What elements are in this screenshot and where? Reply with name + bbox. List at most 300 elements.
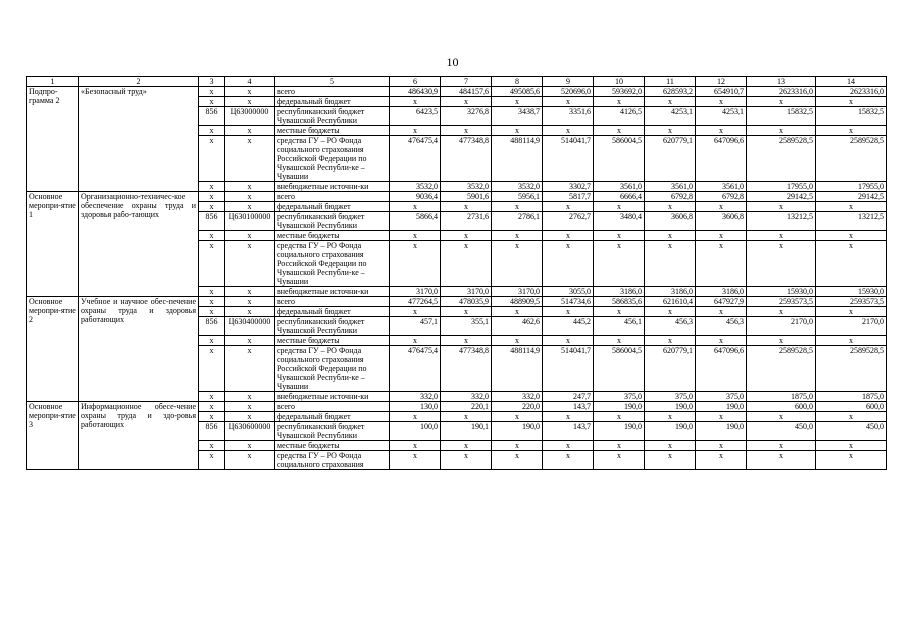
source-cell: федеральный бюджет — [275, 202, 390, 212]
target-code-cell: x — [225, 402, 275, 412]
target-code-cell: Ц630600000 — [225, 422, 275, 441]
value-cell: 13212,5 — [747, 212, 816, 231]
value-cell: x — [696, 126, 747, 136]
value-cell: 3606,8 — [645, 212, 696, 231]
page-number: 10 — [446, 55, 459, 69]
value-cell: 15832,5 — [747, 107, 816, 126]
header-cell: 13 — [747, 77, 816, 87]
value-cell: 143,7 — [543, 402, 594, 412]
target-code-cell: Ц63000000 — [225, 107, 275, 126]
value-cell: 450,0 — [816, 422, 887, 441]
value-cell: 3532,0 — [441, 182, 492, 192]
value-cell: 2731,6 — [441, 212, 492, 231]
header-cell: 7 — [441, 77, 492, 87]
value-cell: x — [543, 307, 594, 317]
grbs-code-cell: x — [199, 392, 225, 402]
value-cell: 5866,4 — [390, 212, 441, 231]
program-title-cell: «Безопасный труд» — [79, 87, 199, 192]
value-cell: 593692,0 — [594, 87, 645, 97]
target-code-cell: x — [225, 241, 275, 287]
value-cell: x — [696, 241, 747, 287]
grbs-code-cell: x — [199, 182, 225, 192]
value-cell: 17955,0 — [816, 182, 887, 192]
value-cell: 29142,5 — [816, 192, 887, 202]
value-cell: x — [645, 336, 696, 346]
target-code-cell: x — [225, 451, 275, 470]
value-cell: 514734,6 — [543, 297, 594, 307]
value-cell: 2593573,5 — [816, 297, 887, 307]
value-cell: x — [492, 441, 543, 451]
value-cell: 220,0 — [492, 402, 543, 412]
value-cell: x — [594, 202, 645, 212]
value-cell: x — [441, 241, 492, 287]
value-cell: 15930,0 — [816, 287, 887, 297]
value-cell: x — [390, 441, 441, 451]
value-cell: 488114,9 — [492, 346, 543, 392]
value-cell: 3606,8 — [696, 212, 747, 231]
target-code-cell: x — [225, 136, 275, 182]
target-code-cell: x — [225, 412, 275, 422]
value-cell: x — [543, 451, 594, 470]
value-cell: 190,0 — [594, 402, 645, 412]
value-cell: 6423,5 — [390, 107, 441, 126]
value-cell: x — [390, 241, 441, 287]
value-cell: 190,0 — [492, 422, 543, 441]
value-cell: 2589528,5 — [747, 346, 816, 392]
header-cell: 1 — [27, 77, 79, 87]
value-cell: x — [816, 202, 887, 212]
value-cell: x — [747, 126, 816, 136]
value-cell: 247,7 — [543, 392, 594, 402]
value-cell: x — [747, 231, 816, 241]
value-cell: 9036,4 — [390, 192, 441, 202]
source-cell: всего — [275, 402, 390, 412]
value-cell: 3302,7 — [543, 182, 594, 192]
value-cell: x — [492, 231, 543, 241]
value-cell: x — [696, 307, 747, 317]
value-cell: x — [747, 336, 816, 346]
value-cell: x — [441, 307, 492, 317]
source-cell: средства ГУ – РО Фонда социального страхования Российской Федерации по Чувашской Республи-ке – Чувашии — [275, 136, 390, 182]
value-cell: 375,0 — [696, 392, 747, 402]
grbs-code-cell: x — [199, 136, 225, 182]
value-cell: x — [390, 231, 441, 241]
value-cell: 486430,9 — [390, 87, 441, 97]
source-cell: республиканский бюджет Чувашской Республики — [275, 107, 390, 126]
value-cell: x — [816, 241, 887, 287]
grbs-code-cell: x — [199, 97, 225, 107]
grbs-code-cell: x — [199, 346, 225, 392]
value-cell: x — [816, 336, 887, 346]
source-cell: местные бюджеты — [275, 441, 390, 451]
value-cell: 3561,0 — [645, 182, 696, 192]
value-cell: 586835,6 — [594, 297, 645, 307]
value-cell: 190,0 — [645, 402, 696, 412]
value-cell: x — [645, 441, 696, 451]
source-cell: федеральный бюджет — [275, 307, 390, 317]
table-row — [27, 87, 887, 97]
header-cell: 6 — [390, 77, 441, 87]
grbs-code-cell: x — [199, 307, 225, 317]
grbs-code-cell: x — [199, 287, 225, 297]
value-cell: x — [543, 336, 594, 346]
value-cell: x — [696, 336, 747, 346]
value-cell: 190,1 — [441, 422, 492, 441]
value-cell: 190,0 — [645, 422, 696, 441]
value-cell: 477348,8 — [441, 136, 492, 182]
value-cell: x — [696, 441, 747, 451]
header-cell: 2 — [79, 77, 199, 87]
value-cell: x — [543, 231, 594, 241]
value-cell: 476475,4 — [390, 346, 441, 392]
value-cell: 457,1 — [390, 317, 441, 336]
target-code-cell: x — [225, 441, 275, 451]
target-code-cell: x — [225, 287, 275, 297]
value-cell: 3480,4 — [594, 212, 645, 231]
header-cell: 11 — [645, 77, 696, 87]
value-cell: x — [492, 336, 543, 346]
value-cell: 621610,4 — [645, 297, 696, 307]
target-code-cell: x — [225, 97, 275, 107]
header-cell: 10 — [594, 77, 645, 87]
value-cell: 3276,8 — [441, 107, 492, 126]
value-cell: x — [543, 126, 594, 136]
value-cell: 2593573,5 — [747, 297, 816, 307]
value-cell: x — [747, 202, 816, 212]
value-cell: 190,0 — [696, 422, 747, 441]
value-cell: 130,0 — [390, 402, 441, 412]
value-cell: 520696,0 — [543, 87, 594, 97]
value-cell: x — [594, 126, 645, 136]
value-cell: 2589528,5 — [816, 346, 887, 392]
value-cell: x — [816, 231, 887, 241]
program-name-cell: Основное меропри-ятие 1 — [27, 192, 79, 297]
header-cell: 4 — [225, 77, 275, 87]
value-cell: 2589528,5 — [816, 136, 887, 182]
target-code-cell: x — [225, 346, 275, 392]
value-cell: x — [390, 307, 441, 317]
source-cell: средства ГУ – РО Фонда социального страхования — [275, 451, 390, 470]
value-cell: 6666,4 — [594, 192, 645, 202]
value-cell: 6792,8 — [645, 192, 696, 202]
value-cell: x — [492, 202, 543, 212]
value-cell: x — [594, 441, 645, 451]
value-cell: 3438,7 — [492, 107, 543, 126]
grbs-code-cell: x — [199, 451, 225, 470]
value-cell: 13212,5 — [816, 212, 887, 231]
header-cell: 12 — [696, 77, 747, 87]
source-cell: всего — [275, 297, 390, 307]
value-cell: 620779,1 — [645, 136, 696, 182]
grbs-code-cell: x — [199, 297, 225, 307]
source-cell: всего — [275, 87, 390, 97]
value-cell: x — [645, 231, 696, 241]
source-cell: федеральный бюджет — [275, 97, 390, 107]
source-cell: всего — [275, 192, 390, 202]
source-cell: местные бюджеты — [275, 126, 390, 136]
value-cell: 514041,7 — [543, 136, 594, 182]
value-cell: x — [645, 307, 696, 317]
value-cell: 478035,9 — [441, 297, 492, 307]
value-cell: x — [594, 412, 645, 422]
program-title-cell: Организационно-техничес-кое обеспечение охраны труда и здоровья рабо-тающих — [79, 192, 199, 297]
header-row — [27, 77, 887, 87]
value-cell: x — [816, 307, 887, 317]
value-cell: 220,1 — [441, 402, 492, 412]
value-cell: 586004,5 — [594, 136, 645, 182]
grbs-code-cell: x — [199, 126, 225, 136]
source-cell: республиканский бюджет Чувашской Республики — [275, 422, 390, 441]
source-cell: республиканский бюджет Чувашской Республики — [275, 212, 390, 231]
value-cell: 600,0 — [747, 402, 816, 412]
header-cell: 14 — [816, 77, 887, 87]
value-cell: 2762,7 — [543, 212, 594, 231]
value-cell: 462,6 — [492, 317, 543, 336]
value-cell: x — [441, 451, 492, 470]
value-cell: x — [390, 97, 441, 107]
value-cell: 3532,0 — [390, 182, 441, 192]
value-cell: x — [696, 412, 747, 422]
value-cell: 450,0 — [747, 422, 816, 441]
value-cell: x — [441, 412, 492, 422]
value-cell: x — [492, 307, 543, 317]
value-cell: 375,0 — [645, 392, 696, 402]
value-cell: 3532,0 — [492, 182, 543, 192]
value-cell: 647096,6 — [696, 346, 747, 392]
grbs-code-cell: x — [199, 87, 225, 97]
value-cell: 3055,0 — [543, 287, 594, 297]
source-cell: местные бюджеты — [275, 231, 390, 241]
value-cell: x — [816, 441, 887, 451]
value-cell: x — [816, 412, 887, 422]
value-cell: 514041,7 — [543, 346, 594, 392]
value-cell: 477348,8 — [441, 346, 492, 392]
target-code-cell: x — [225, 126, 275, 136]
value-cell: x — [747, 241, 816, 287]
value-cell: x — [816, 451, 887, 470]
grbs-code-cell: x — [199, 231, 225, 241]
value-cell: 190,0 — [696, 402, 747, 412]
value-cell: x — [390, 412, 441, 422]
value-cell: x — [390, 126, 441, 136]
value-cell: 477264,5 — [390, 297, 441, 307]
value-cell: x — [645, 241, 696, 287]
target-code-cell: x — [225, 182, 275, 192]
value-cell: x — [543, 412, 594, 422]
value-cell: 456,3 — [645, 317, 696, 336]
value-cell: 17955,0 — [747, 182, 816, 192]
value-cell: 484157,6 — [441, 87, 492, 97]
value-cell: x — [645, 202, 696, 212]
value-cell: x — [390, 451, 441, 470]
value-cell: x — [696, 202, 747, 212]
value-cell: x — [441, 231, 492, 241]
value-cell: 190,0 — [594, 422, 645, 441]
value-cell: x — [747, 97, 816, 107]
program-name-cell: Основное меропри-ятие 3 — [27, 402, 79, 470]
table-row — [27, 297, 887, 307]
target-code-cell: x — [225, 87, 275, 97]
value-cell: 2589528,5 — [747, 136, 816, 182]
value-cell: 586004,5 — [594, 346, 645, 392]
value-cell: x — [594, 451, 645, 470]
value-cell: 2623316,0 — [747, 87, 816, 97]
value-cell: 332,0 — [441, 392, 492, 402]
value-cell: 3351,6 — [543, 107, 594, 126]
value-cell: x — [492, 126, 543, 136]
grbs-code-cell: x — [199, 441, 225, 451]
grbs-code-cell: x — [199, 412, 225, 422]
value-cell: x — [816, 97, 887, 107]
value-cell: 647096,6 — [696, 136, 747, 182]
value-cell: x — [543, 97, 594, 107]
grbs-code-cell: 856 — [199, 107, 225, 126]
header-cell: 3 — [199, 77, 225, 87]
value-cell: x — [441, 441, 492, 451]
target-code-cell: Ц630400000 — [225, 317, 275, 336]
program-name-cell: Основное меропри-ятие 2 — [27, 297, 79, 402]
value-cell: x — [594, 97, 645, 107]
value-cell: 3170,0 — [441, 287, 492, 297]
value-cell: 332,0 — [492, 392, 543, 402]
value-cell: x — [441, 202, 492, 212]
target-code-cell: x — [225, 231, 275, 241]
value-cell: x — [543, 202, 594, 212]
value-cell: 1875,0 — [747, 392, 816, 402]
value-cell: 5817,7 — [543, 192, 594, 202]
header-cell: 8 — [492, 77, 543, 87]
value-cell: 600,0 — [816, 402, 887, 412]
value-cell: 3170,0 — [390, 287, 441, 297]
value-cell: 5901,6 — [441, 192, 492, 202]
value-cell: 495085,6 — [492, 87, 543, 97]
value-cell: x — [594, 307, 645, 317]
value-cell: x — [816, 126, 887, 136]
value-cell: 476475,4 — [390, 136, 441, 182]
value-cell: x — [645, 451, 696, 470]
target-code-cell: x — [225, 297, 275, 307]
value-cell: x — [645, 412, 696, 422]
source-cell: внебюджетные источни-ки — [275, 182, 390, 192]
target-code-cell: x — [225, 392, 275, 402]
target-code-cell: x — [225, 202, 275, 212]
value-cell: x — [543, 441, 594, 451]
value-cell: 456,1 — [594, 317, 645, 336]
value-cell: 2170,0 — [816, 317, 887, 336]
grbs-code-cell: 856 — [199, 422, 225, 441]
grbs-code-cell: 856 — [199, 212, 225, 231]
value-cell: x — [492, 412, 543, 422]
value-cell: 15832,5 — [816, 107, 887, 126]
value-cell: 488114,9 — [492, 136, 543, 182]
value-cell: x — [747, 451, 816, 470]
program-title-cell: Информационное обесе-чение охраны труда и здо-ровья работающих — [79, 402, 199, 470]
value-cell: x — [492, 451, 543, 470]
value-cell: 332,0 — [390, 392, 441, 402]
value-cell: x — [492, 241, 543, 287]
value-cell: 3170,0 — [492, 287, 543, 297]
value-cell: 445,2 — [543, 317, 594, 336]
source-cell: средства ГУ – РО Фонда социального страхования Российской Федерации по Чувашской Республи-ке – Чувашии — [275, 346, 390, 392]
target-code-cell: x — [225, 307, 275, 317]
value-cell: 647927,9 — [696, 297, 747, 307]
grbs-code-cell: x — [199, 241, 225, 287]
source-cell: средства ГУ – РО Фонда социального страхования Российской Федерации по Чувашской Республи-ке – Чувашии — [275, 241, 390, 287]
value-cell: x — [696, 451, 747, 470]
value-cell: x — [594, 231, 645, 241]
value-cell: x — [441, 126, 492, 136]
value-cell: x — [492, 97, 543, 107]
program-title-cell: Учебное и научное обес-печение охраны труда и здоровья работающих — [79, 297, 199, 402]
value-cell: 628593,2 — [645, 87, 696, 97]
value-cell: 3186,0 — [696, 287, 747, 297]
value-cell: x — [390, 202, 441, 212]
value-cell: x — [390, 336, 441, 346]
value-cell: x — [594, 241, 645, 287]
table-row — [27, 192, 887, 202]
value-cell: 4126,5 — [594, 107, 645, 126]
value-cell: 100,0 — [390, 422, 441, 441]
value-cell: 143,7 — [543, 422, 594, 441]
target-code-cell: x — [225, 336, 275, 346]
value-cell: 2623316,0 — [816, 87, 887, 97]
program-name-cell: Подпро-грамма 2 — [27, 87, 79, 192]
source-cell: местные бюджеты — [275, 336, 390, 346]
value-cell: 2786,1 — [492, 212, 543, 231]
table-row — [27, 402, 887, 412]
value-cell: 15930,0 — [747, 287, 816, 297]
value-cell: 2170,0 — [747, 317, 816, 336]
value-cell: 3186,0 — [594, 287, 645, 297]
value-cell: 375,0 — [594, 392, 645, 402]
header-cell: 5 — [275, 77, 390, 87]
source-cell: республиканский бюджет Чувашской Республики — [275, 317, 390, 336]
value-cell: 29142,5 — [747, 192, 816, 202]
value-cell: 1875,0 — [816, 392, 887, 402]
value-cell: x — [747, 412, 816, 422]
value-cell: x — [645, 126, 696, 136]
value-cell: 654910,7 — [696, 87, 747, 97]
source-cell: внебюджетные источни-ки — [275, 392, 390, 402]
value-cell: x — [441, 336, 492, 346]
value-cell: x — [747, 441, 816, 451]
target-code-cell: Ц630100000 — [225, 212, 275, 231]
value-cell: x — [696, 231, 747, 241]
value-cell: x — [645, 97, 696, 107]
source-cell: федеральный бюджет — [275, 412, 390, 422]
value-cell: 4253,1 — [645, 107, 696, 126]
grbs-code-cell: x — [199, 192, 225, 202]
value-cell: 6792,8 — [696, 192, 747, 202]
value-cell: 456,3 — [696, 317, 747, 336]
value-cell: x — [696, 97, 747, 107]
target-code-cell: x — [225, 192, 275, 202]
grbs-code-cell: 856 — [199, 317, 225, 336]
grbs-code-cell: x — [199, 202, 225, 212]
value-cell: 4253,1 — [696, 107, 747, 126]
value-cell: 5956,1 — [492, 192, 543, 202]
value-cell: 355,1 — [441, 317, 492, 336]
source-cell: внебюджетные источни-ки — [275, 287, 390, 297]
header-cell: 9 — [543, 77, 594, 87]
value-cell: 488909,5 — [492, 297, 543, 307]
budget-table — [26, 76, 887, 470]
value-cell: 3561,0 — [696, 182, 747, 192]
table-body — [27, 77, 887, 470]
grbs-code-cell: x — [199, 402, 225, 412]
value-cell: x — [543, 241, 594, 287]
value-cell: 620779,1 — [645, 346, 696, 392]
